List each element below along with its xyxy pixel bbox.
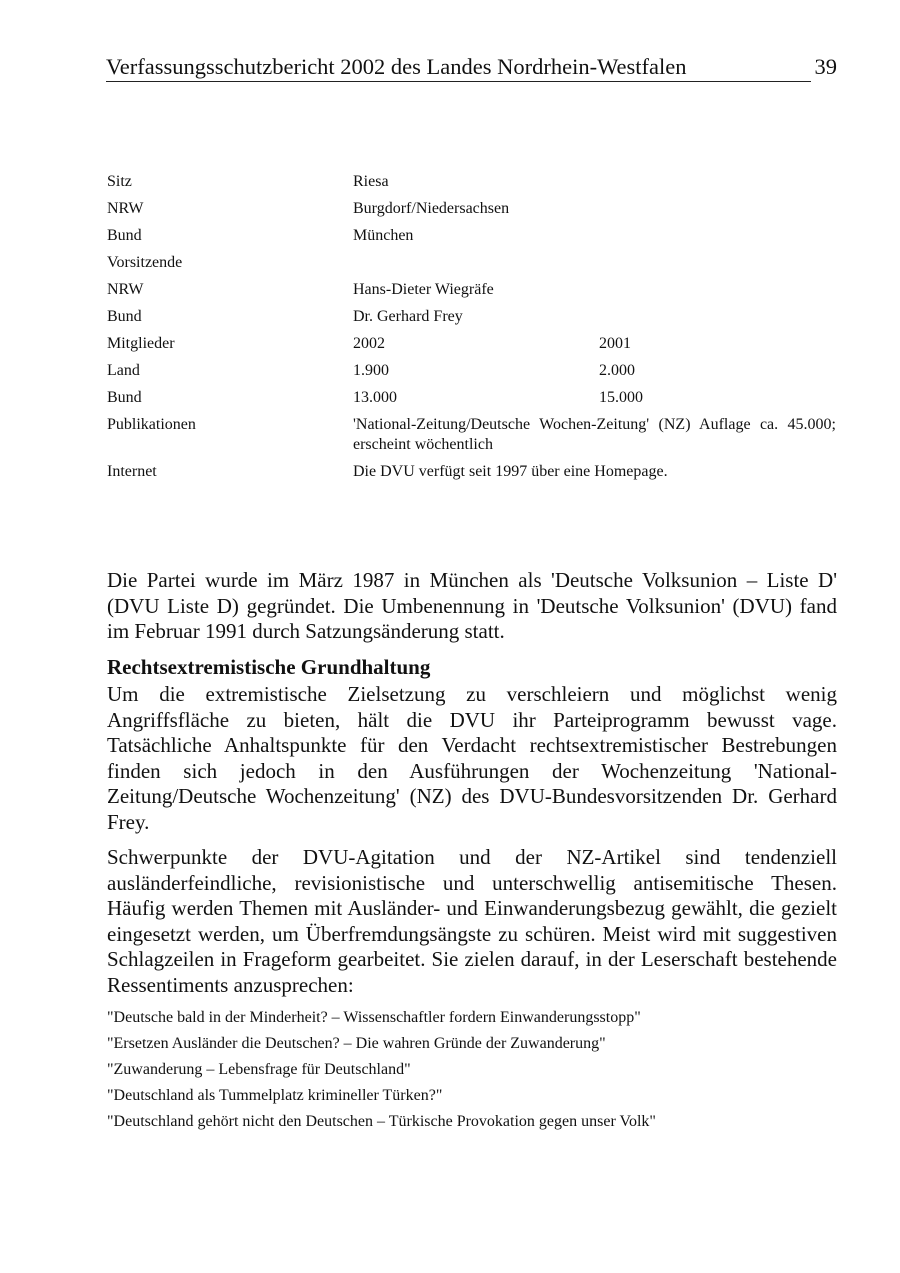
quote-item: "Ersetzen Ausländer die Deutschen? – Die wahren Gründe der Zuwanderung"	[107, 1035, 606, 1052]
fact-label: NRW	[107, 281, 144, 298]
fact-row	[107, 280, 837, 307]
paragraph: Schwerpunkte der DVU-Agitation und der NZ-Artikel sind tendenziell ausländerfeindliche, revisionistische und unterschwellig antisemitische Thesen. Häufig werden Themen mit Ausländer- und Einwanderungsbezug gewählt, die gezielt eingesetzt werden, um Überfremdungsängste zu schüren. Meist wird mit suggestiven Schlagzeilen in Frageform gearbeitet. Sie zielen darauf, in der Leserschaft bestehende Ressentiments anzusprechen:	[107, 845, 837, 997]
fact-value: Die DVU verfügt seit 1997 über eine Homepage.	[353, 463, 668, 480]
fact-value: 1.900	[353, 362, 389, 379]
fact-label: Internet	[107, 463, 157, 480]
fact-label: Publikationen	[107, 416, 196, 433]
body-text	[107, 568, 837, 1138]
intro-paragraph: Die Partei wurde im März 1987 in München als 'Deutsche Volksunion – Liste D' (DVU Liste D) gegründet. Die Umbenennung in 'Deutsche Volksunion' (DVU) fand im Februar 1991 durch Satzungsänderung statt.	[107, 568, 837, 643]
fact-label: Sitz	[107, 173, 132, 190]
header-rule	[106, 81, 811, 82]
fact-row	[107, 307, 837, 334]
page-header	[106, 52, 837, 84]
section-heading: Rechtsextremistische Grundhaltung	[107, 654, 431, 679]
quote-list	[107, 1008, 837, 1132]
fact-label: Vorsitzende	[107, 254, 183, 271]
fact-table	[107, 172, 837, 489]
fact-row	[107, 199, 837, 226]
fact-row	[107, 334, 837, 361]
paragraph: Um die extremistische Zielsetzung zu verschleiern und möglichst wenig Angriffsfläche zu bieten, hält die DVU ihr Parteiprogramm bewusst vage. Tatsächliche Anhaltspunkte für den Verdacht rechtsextremistischer Bestrebungen finden sich jedoch in den Ausführungen der Wochenzeitung 'National-Zeitung/Deutsche Wochenzeitung' (NZ) des DVU-Bundesvorsitzenden Dr. Gerhard Frey.	[107, 682, 837, 834]
quote-item: "Zuwanderung – Lebensfrage für Deutschland"	[107, 1061, 411, 1078]
fact-value: Dr. Gerhard Frey	[353, 308, 463, 325]
fact-value: 2002	[353, 335, 385, 352]
fact-value: Riesa	[353, 173, 389, 190]
quote-item: "Deutschland gehört nicht den Deutschen – Türkische Provokation gegen unser Volk"	[107, 1113, 656, 1130]
fact-label: Land	[107, 362, 140, 379]
fact-label: Mitglieder	[107, 335, 175, 352]
fact-label: NRW	[107, 200, 144, 217]
fact-row	[107, 462, 837, 489]
fact-value-secondary: 15.000	[599, 389, 643, 406]
fact-value-secondary: 2.000	[599, 362, 635, 379]
fact-value: München	[353, 227, 414, 244]
fact-value: 'National-Zeitung/Deutsche Wochen-Zeitung' (NZ) Auflage ca. 45.000; erscheint wöchentlich	[353, 416, 836, 453]
fact-value-secondary: 2001	[599, 335, 631, 352]
fact-row	[107, 253, 837, 280]
fact-row	[107, 361, 837, 388]
quote-item: "Deutsche bald in der Minderheit? – Wissenschaftler fordern Einwanderungsstopp"	[107, 1009, 641, 1026]
fact-row	[107, 172, 837, 199]
fact-value: Hans-Dieter Wiegräfe	[353, 281, 494, 298]
quote-item: "Deutschland als Tummelplatz krimineller Türken?"	[107, 1087, 443, 1104]
fact-value: 13.000	[353, 389, 397, 406]
page-number: 39	[814, 54, 837, 79]
fact-row	[107, 226, 837, 253]
fact-row	[107, 388, 837, 415]
fact-value: Burgdorf/Niedersachsen	[353, 200, 510, 217]
fact-label: Bund	[107, 389, 142, 406]
header-title: Verfassungsschutzbericht 2002 des Landes Nordrhein-Westfalen	[106, 54, 687, 79]
fact-label: Bund	[107, 308, 142, 325]
fact-row	[107, 415, 837, 462]
fact-label: Bund	[107, 227, 142, 244]
